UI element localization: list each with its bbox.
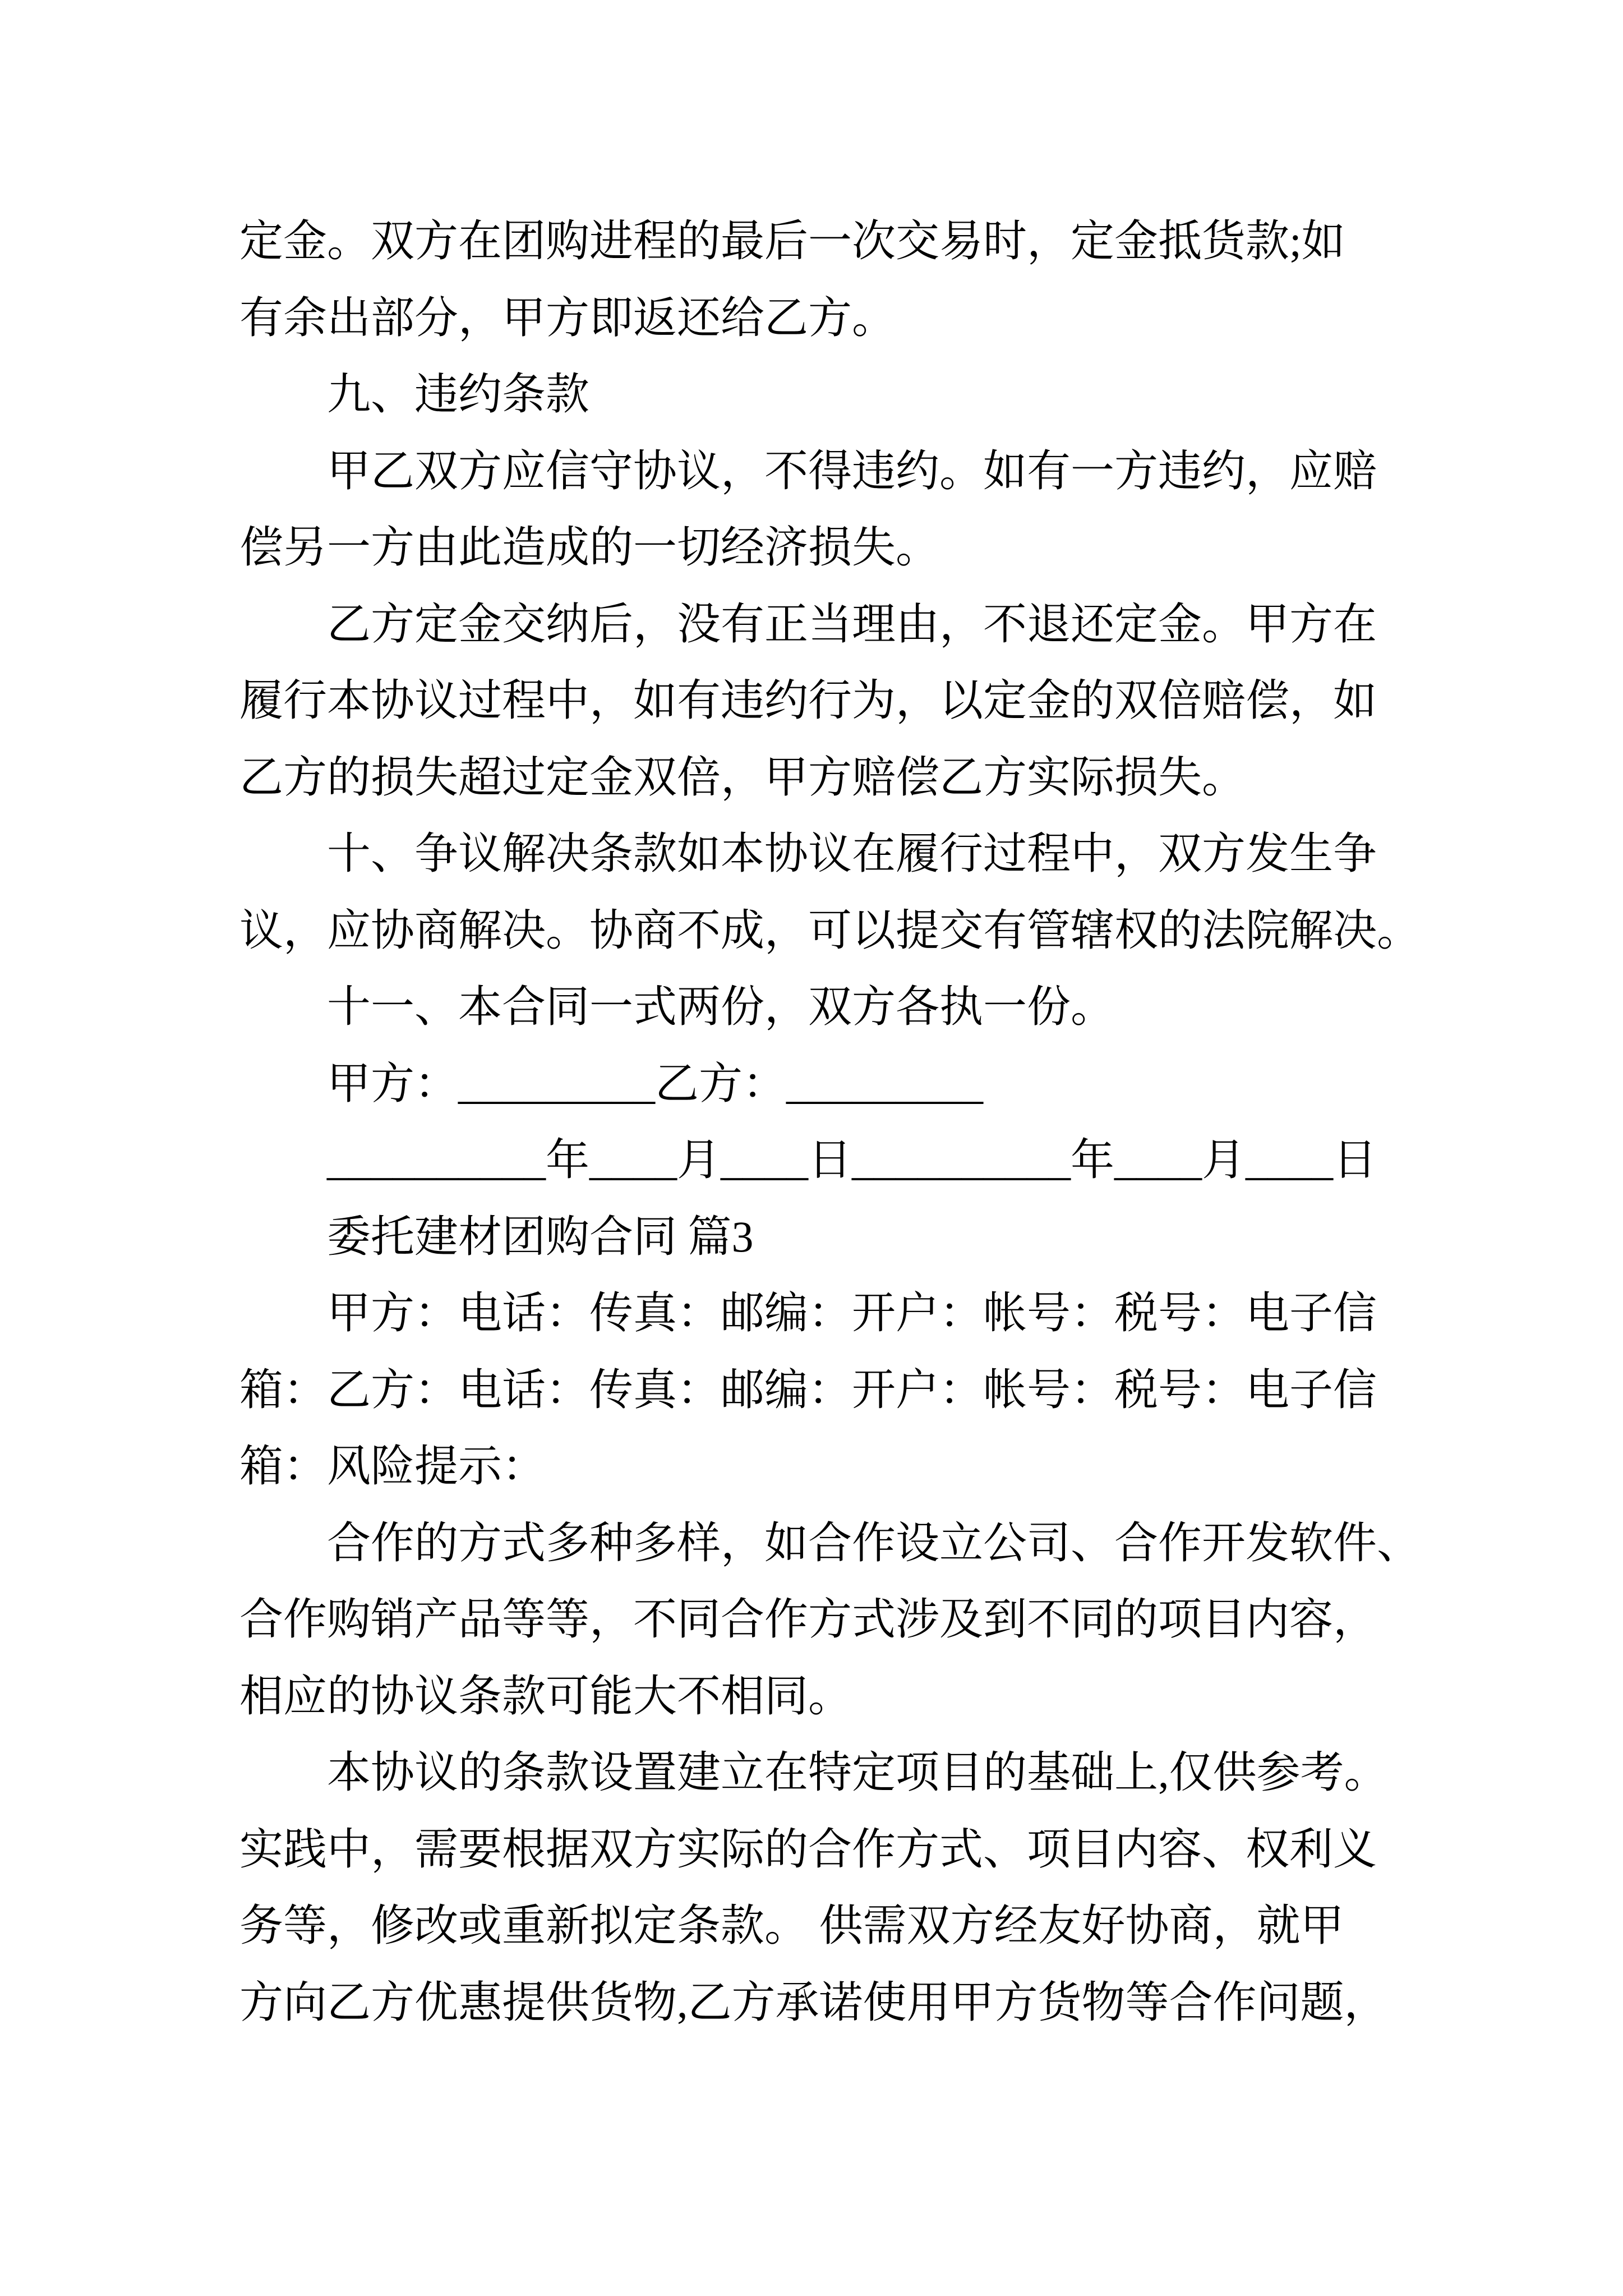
text-line: 十一、本合同一式两份，双方各执一份。: [327, 982, 1115, 1031]
text-line: 实践中，需要根据双方实际的合作方式、项目内容、权利义: [239, 1824, 1377, 1874]
text-line: 偿另一方由此造成的一切经济损失。: [239, 523, 940, 572]
text-line: 十、争议解决条款如本协议在履行过程中，双方发生争: [327, 829, 1377, 878]
text-line: 九、违约条款: [327, 370, 590, 418]
contract-text-block: [239, 203, 1421, 2041]
text-line: 议，应协商解决。协商不成，可以提交有管辖权的法院解决。: [239, 905, 1421, 955]
text-line: 方向乙方优惠提供货物,乙方承诺使用甲方货物等合作问题，: [239, 1977, 1388, 2027]
text-line: 甲乙双方应信守协议，不得违约。如有一方违约，应赔: [327, 446, 1377, 495]
text-line: 甲方：电话：传真：邮编：开户：帐号：税号：电子信: [327, 1289, 1377, 1337]
text-line: 箱：乙方：电话：传真：邮编：开户：帐号：税号：电子信: [239, 1365, 1377, 1414]
text-line: 有余出部分，甲方即返还给乙方。: [239, 293, 896, 342]
text-line: 委托建材团购合同 篇3: [327, 1212, 754, 1261]
text-line: 履行本协议过程中，如有违约行为，以定金的双倍赔偿，如: [239, 676, 1377, 725]
text-line: 本协议的条款设置建立在特定项目的基础上,仅供参考。: [327, 1748, 1388, 1797]
text-line: 箱：风险提示：: [239, 1442, 546, 1490]
text-line: 乙方定金交纳后，没有正当理由，不退还定金。甲方在: [327, 599, 1377, 648]
text-line: 甲方：_________乙方：_________: [327, 1059, 984, 1108]
text-line: 乙方的损失超过定金双倍，甲方赔偿乙方实际损失。: [239, 752, 1246, 802]
text-line: __________年____月____日__________年____月____日: [327, 1135, 1377, 1184]
text-line: 相应的协议条款可能大不相同。: [239, 1671, 852, 1720]
text-line: 合作的方式多种多样，如合作设立公司、合作开发软件、: [327, 1518, 1421, 1567]
text-line: 定金。双方在团购进程的最后一次交易时，定金抵货款;如: [239, 217, 1345, 265]
text-line: 务等，修改或重新拟定条款。 供需双方经友好协商，就甲: [239, 1901, 1344, 1950]
text-line: 合作购销产品等等，不同合作方式涉及到不同的项目内容，: [239, 1595, 1377, 1644]
